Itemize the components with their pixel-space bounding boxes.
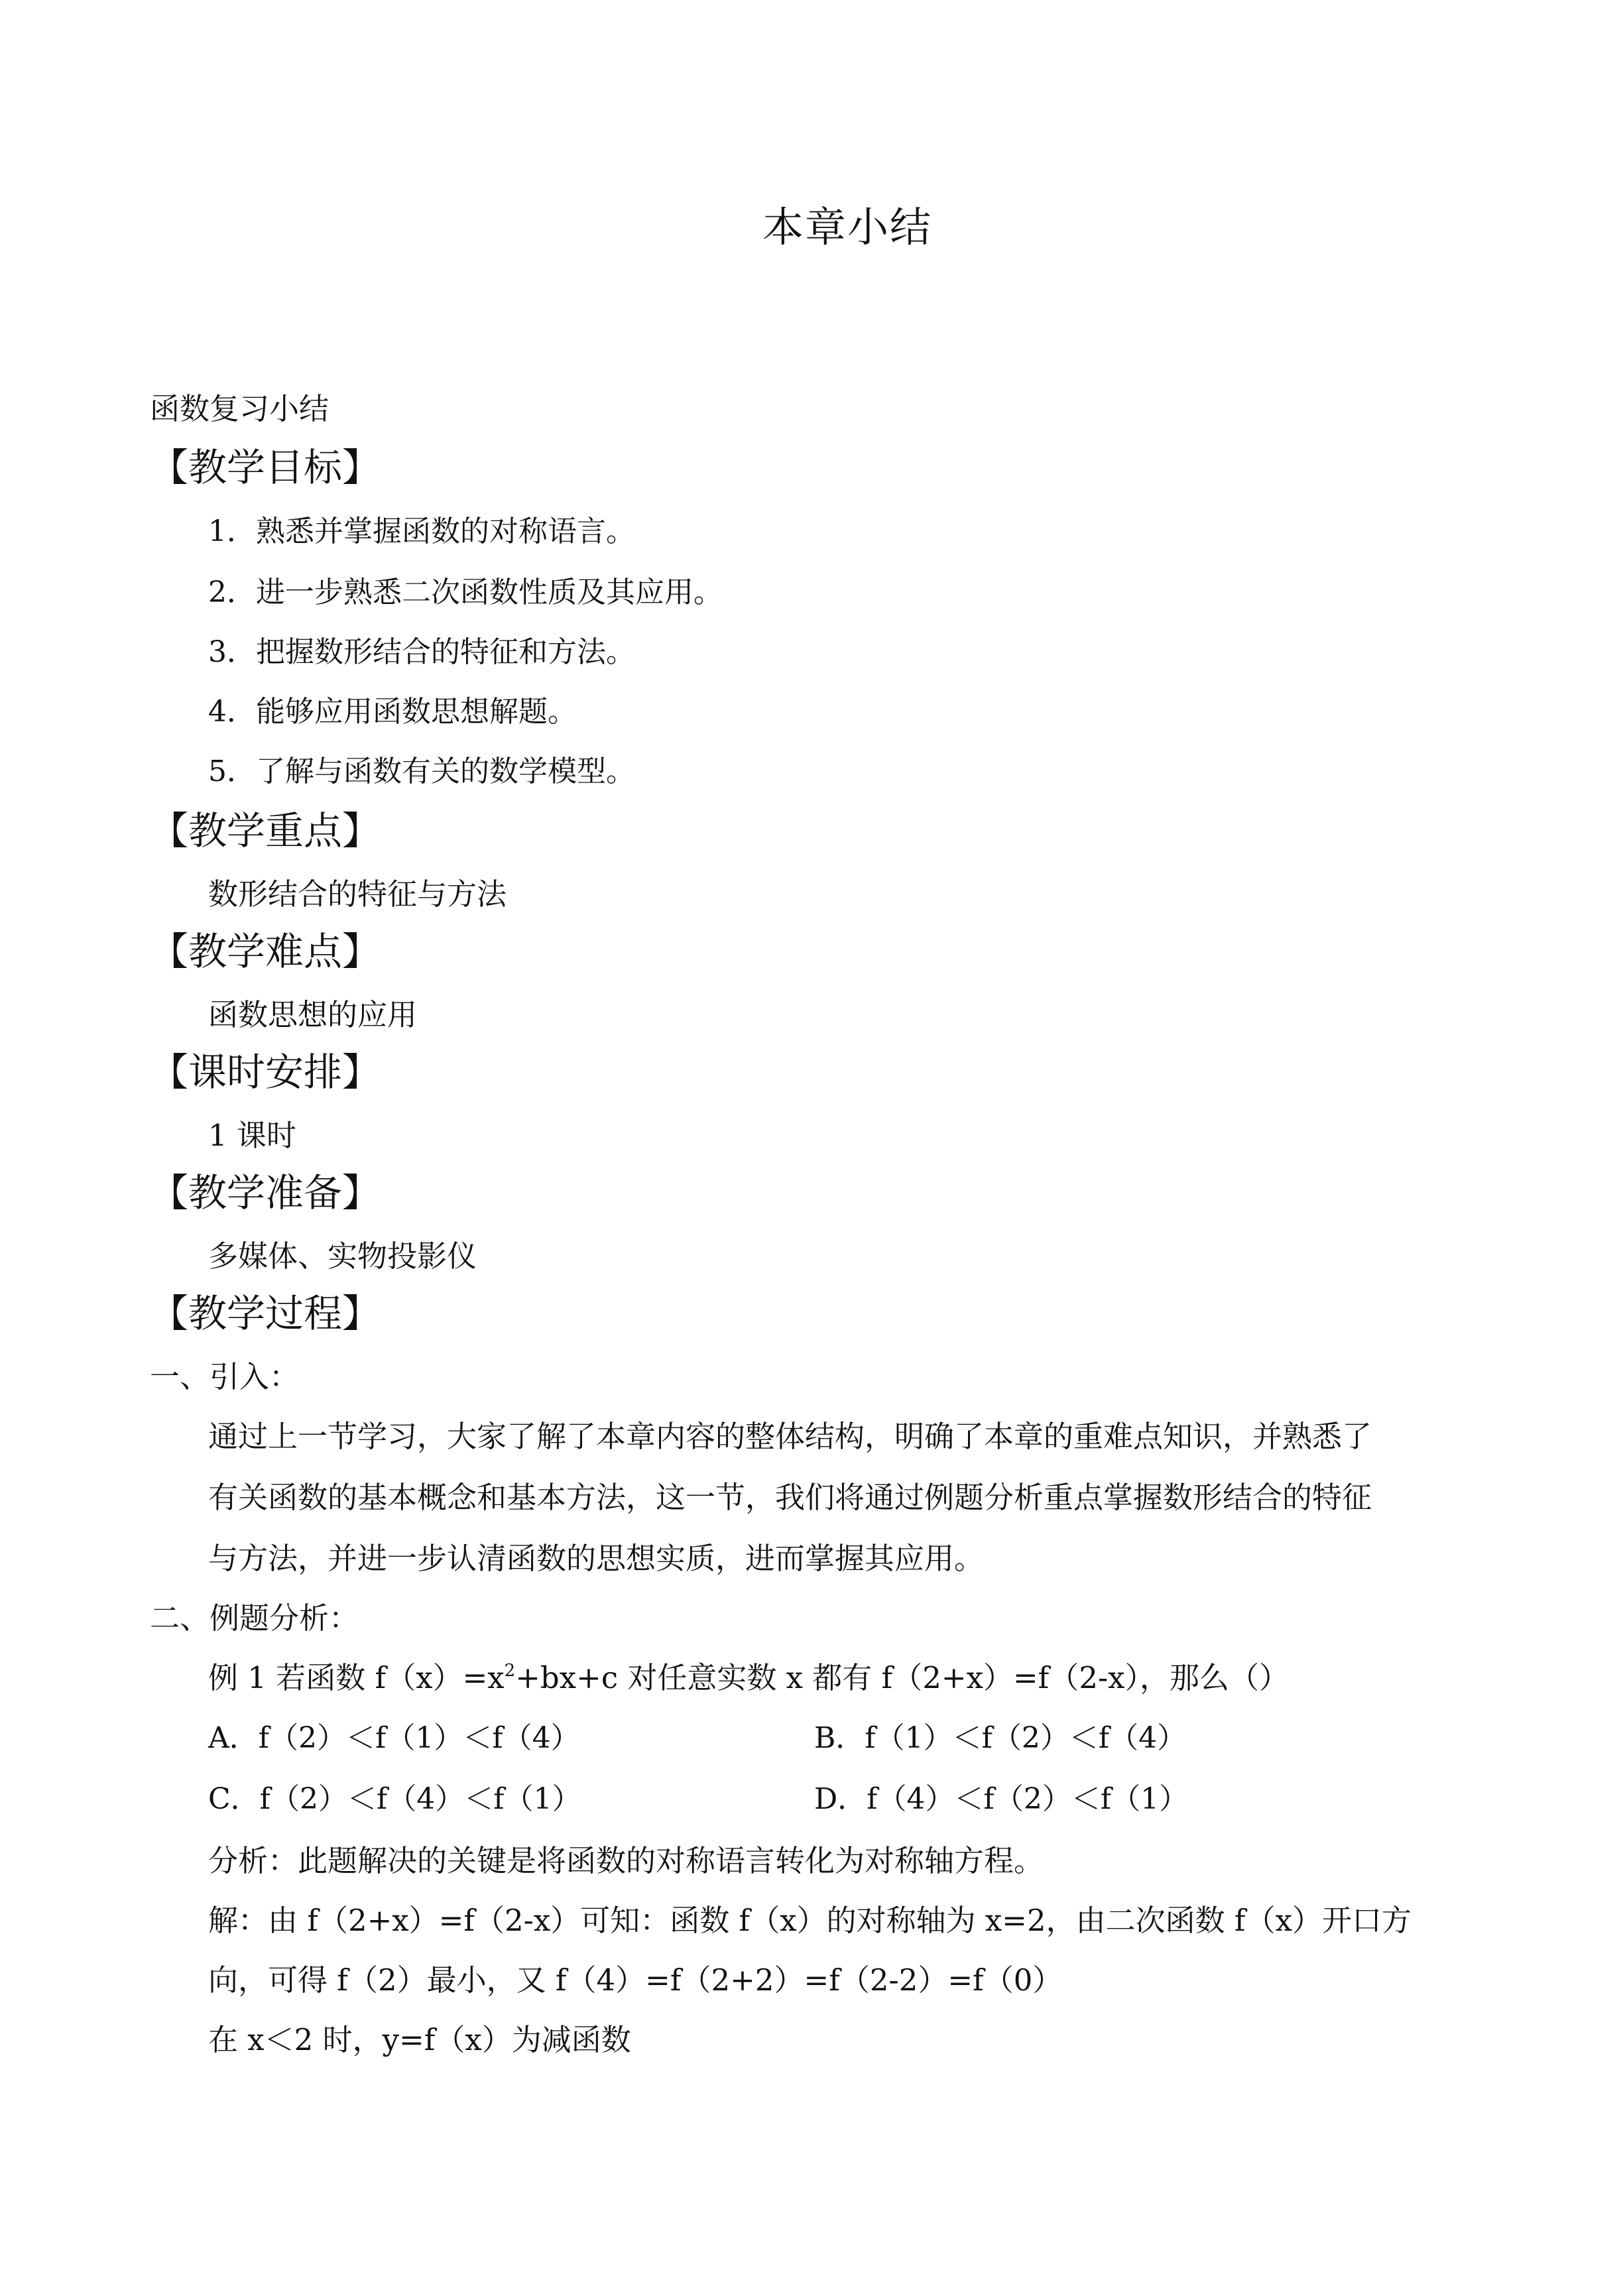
option-c: C．f（2）＜f（4）＜f（1） bbox=[208, 1782, 581, 1816]
intro-heading: 一、引入： bbox=[150, 1359, 300, 1394]
section-heading-key-points: 【教学重点】 bbox=[150, 808, 381, 853]
section-heading-process: 【教学过程】 bbox=[150, 1291, 381, 1336]
section-heading-schedule: 【课时安排】 bbox=[150, 1050, 381, 1095]
analysis-text: 分析：此题解决的关键是将函数的对称语言转化为对称轴方程。 bbox=[208, 1843, 1044, 1878]
objective-item: 5．了解与函数有关的数学模型。 bbox=[208, 755, 635, 788]
preparation-text: 多媒体、实物投影仪 bbox=[208, 1239, 477, 1274]
section-heading-objectives: 【教学目标】 bbox=[150, 445, 381, 490]
difficulties-text: 函数思想的应用 bbox=[208, 997, 418, 1032]
solution-line: 在 x＜2 时，y=f（x）为减函数 bbox=[208, 2022, 631, 2057]
objective-item: 2．进一步熟悉二次函数性质及其应用。 bbox=[208, 575, 723, 609]
solution-line: 向，可得 f（2）最小，又 f（4）=f（2+2）=f（2-2）=f（0） bbox=[208, 1963, 1063, 1998]
example-1-question bbox=[208, 1660, 1290, 1695]
solution-line: 解：由 f（2+x）=f（2-x）可知：函数 f（x）的对称轴为 x=2，由二次函数 f（x）开口方 bbox=[208, 1903, 1412, 1938]
intro-line: 与方法，并进一步认清函数的思想实质，进而掌握其应用。 bbox=[208, 1541, 985, 1576]
question-part: 例 1 若函数 f（x）=x bbox=[208, 1660, 505, 1695]
question-part: +bx+c 对任意实数 x 都有 f（2+x）=f（2-x），那么（） bbox=[515, 1660, 1290, 1695]
objective-item: 4．能够应用函数思想解题。 bbox=[208, 695, 577, 729]
objective-item: 1．熟悉并掌握函数的对称语言。 bbox=[208, 514, 635, 548]
subtitle: 函数复习小结 bbox=[150, 391, 330, 426]
section-heading-difficulties: 【教学难点】 bbox=[150, 929, 381, 974]
examples-heading: 二、例题分析： bbox=[150, 1601, 359, 1636]
intro-line: 有关函数的基本概念和基本方法，这一节，我们将通过例题分析重点掌握数形结合的特征 bbox=[208, 1480, 1372, 1515]
option-b: B．f（1）＜f（2）＜f（4） bbox=[814, 1721, 1187, 1755]
exponent: 2 bbox=[504, 1661, 516, 1681]
option-d: D．f（4）＜f（2）＜f（1） bbox=[814, 1782, 1189, 1816]
page-title: 本章小结 bbox=[762, 203, 933, 251]
schedule-text: 1 课时 bbox=[208, 1118, 296, 1153]
objective-item: 3．把握数形结合的特征和方法。 bbox=[208, 635, 635, 669]
key-points-text: 数形结合的特征与方法 bbox=[208, 876, 507, 912]
intro-line: 通过上一节学习，大家了解了本章内容的整体结构，明确了本章的重难点知识，并熟悉了 bbox=[208, 1419, 1372, 1454]
section-heading-preparation: 【教学准备】 bbox=[150, 1170, 381, 1215]
option-a: A．f（2）＜f（1）＜f（4） bbox=[208, 1721, 580, 1755]
